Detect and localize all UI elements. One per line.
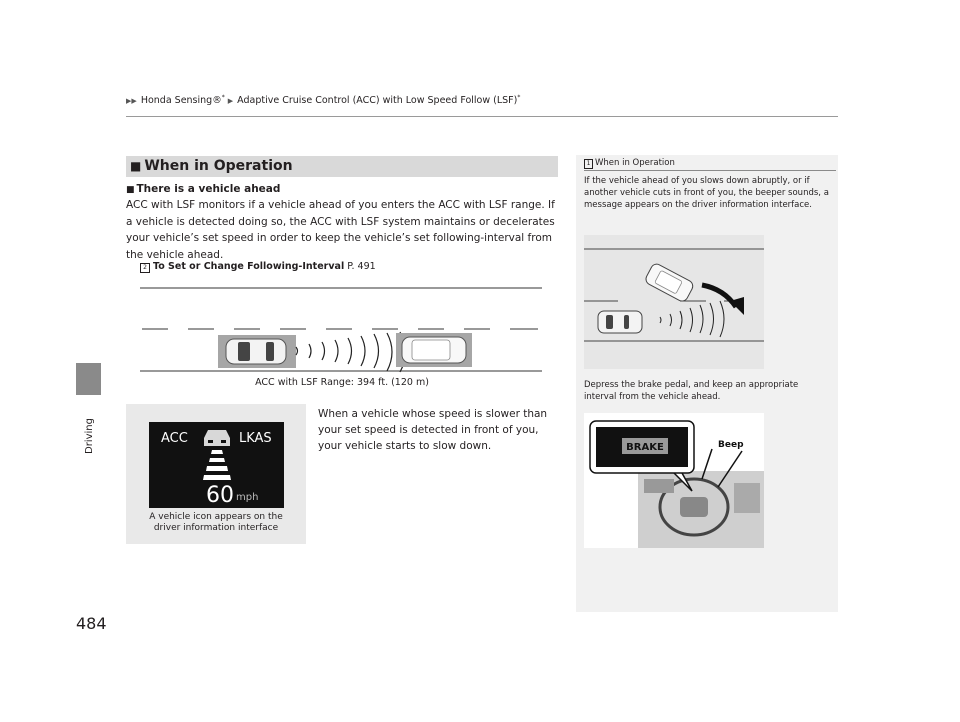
subsection-title-text: There is a vehicle ahead — [136, 183, 281, 195]
brake-message: BRAKE — [626, 442, 664, 453]
section-title — [130, 158, 293, 174]
beep-label: Beep — [718, 440, 744, 450]
subsection-square-icon: ■ — [126, 185, 135, 195]
acc-range-label: ACC with LSF Range: 394 ft. (120 m) — [255, 377, 429, 388]
brake-warning-illustration — [584, 413, 764, 548]
lkas-display-label: LKAS — [239, 431, 272, 446]
slow-down-paragraph: When a vehicle whose speed is slower than your set speed is detected in front of you, your vehicle starts to slow down. — [318, 408, 548, 452]
reference-title: To Set or Change Following-Interval — [153, 261, 345, 272]
own-car-small-icon — [598, 311, 642, 333]
page-number: 484 — [76, 614, 107, 633]
breadcrumb-asterisk: * — [221, 94, 225, 101]
cut-in-diagram — [584, 235, 764, 369]
own-car-icon — [218, 335, 296, 368]
section-square-icon: ■ — [130, 159, 142, 173]
header-divider — [126, 116, 838, 117]
vehicle-display-icon — [204, 430, 230, 446]
note-divider — [584, 170, 836, 171]
cross-reference-link[interactable] — [140, 261, 376, 273]
section-title-text: When in Operation — [144, 158, 293, 174]
chapter-tab — [76, 363, 101, 395]
chapter-label-text: Driving — [84, 418, 95, 454]
dash-caption — [130, 512, 302, 534]
vehicle-ahead-icon — [396, 333, 472, 367]
reference-arrow-icon: 2 — [140, 263, 150, 273]
breadcrumb-arrow-icon: ▶▶ — [126, 97, 137, 106]
note-paragraph-1: If the vehicle ahead of you slows down abruptly, or if another vehicle cuts in front of you, the beeper sounds, a message appears on the driver information interface. — [584, 176, 829, 210]
brake-warning-figure — [584, 413, 764, 548]
note-title-text: When in Operation — [595, 158, 675, 168]
note-title — [584, 158, 675, 169]
speed-unit: mph — [236, 492, 259, 503]
breadcrumb-arrow-icon: ▶ — [227, 97, 234, 106]
note-paragraph-2: Depress the brake pedal, and keep an appropriate interval from the vehicle ahead. — [584, 380, 799, 402]
dash-caption-line-1: A vehicle icon appears on the — [149, 512, 283, 522]
speed-readout: 60 — [206, 483, 234, 508]
breadcrumb-item-honda-sensing[interactable]: Honda Sensing® — [140, 95, 222, 107]
subsection-title — [126, 183, 280, 195]
reference-page: P. 491 — [347, 261, 376, 272]
breadcrumb — [126, 94, 520, 106]
cut-in-illustration — [584, 235, 764, 369]
main-paragraph: ACC with LSF monitors if a vehicle ahead of you enters the ACC with LSF range. If a vehicle is detected doing so, the ACC with LSF system maintains or decelerates your vehicle’s set speed in order to keep the vehicle’s set following-interval from the vehicle ahead. — [126, 199, 555, 261]
acc-display-label: ACC — [161, 431, 188, 446]
dash-caption-line-2: driver information interface — [153, 523, 279, 533]
chapter-label — [74, 398, 102, 478]
breadcrumb-item-acc[interactable]: Adaptive Cruise Control (ACC) with Low Speed Follow (LSF) — [237, 95, 518, 107]
breadcrumb-asterisk: * — [517, 94, 521, 101]
note-number-icon: 1 — [584, 159, 593, 169]
